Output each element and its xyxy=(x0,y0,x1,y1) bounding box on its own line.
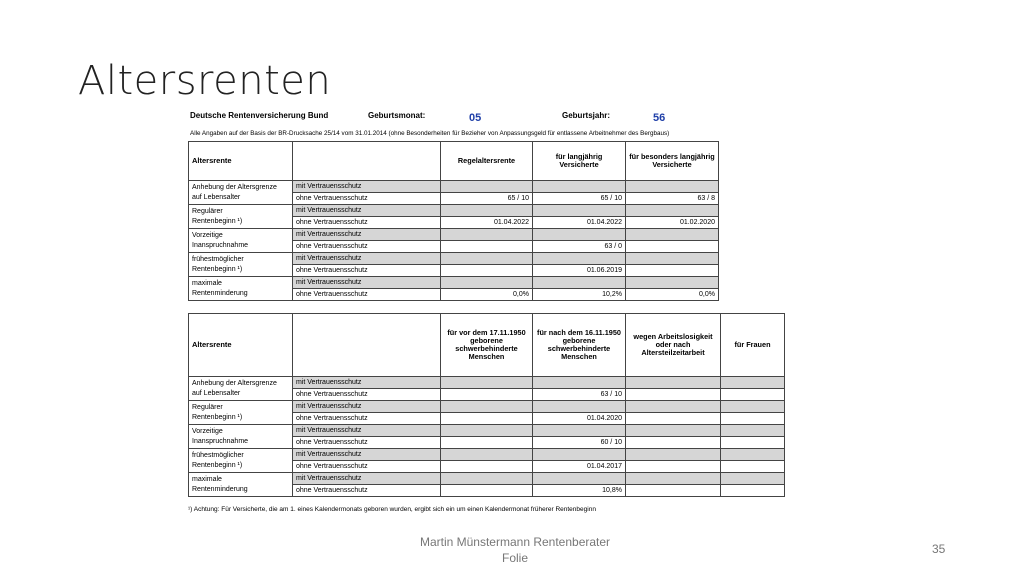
value-cell: 63 / 10 xyxy=(533,389,626,401)
value-cell xyxy=(441,461,533,473)
value-cell: 63 / 0 xyxy=(533,241,626,253)
category-line: maximale xyxy=(192,279,222,287)
category-line: Regulärer xyxy=(192,403,223,411)
row-category xyxy=(189,449,293,473)
header-row xyxy=(189,142,719,181)
value-cell xyxy=(626,205,719,217)
table-row xyxy=(189,473,785,485)
category-line: frühestmöglicher xyxy=(192,451,244,459)
value-cell xyxy=(533,181,626,193)
value-cell xyxy=(721,425,785,437)
category-line: Vorzeitige xyxy=(192,231,223,239)
value-cell xyxy=(441,449,533,461)
birth-month-value: 05 xyxy=(469,112,482,124)
category-line: Rentenbeginn ¹) xyxy=(192,461,243,469)
category-line: Inanspruchnahme xyxy=(192,437,249,445)
footnote: ¹) Achtung: Für Versicherte, die am 1. eines Kalendermonats geboren wurden, ergibt sich ein um einen Kalendermonat früherer Rentenbeginn xyxy=(188,506,596,513)
value-cell xyxy=(721,377,785,389)
value-cell xyxy=(721,437,785,449)
value-cell xyxy=(441,377,533,389)
category-line: Inanspruchnahme xyxy=(192,241,249,249)
value-cell: 01.04.2022 xyxy=(533,217,626,229)
sub-label-mit: mit Vertrauensschutz xyxy=(293,181,441,193)
column-header: für vor dem 17.11.1950 geborene schwerbehinderte Menschen xyxy=(441,314,533,377)
category-line: Rentenbeginn ¹) xyxy=(192,413,243,421)
slide-title: Altersrenten xyxy=(78,58,332,104)
value-cell xyxy=(441,485,533,497)
row-category xyxy=(189,401,293,425)
sub-label-mit: mit Vertrauensschutz xyxy=(293,253,441,265)
category-line: auf Lebensalter xyxy=(192,193,241,201)
sub-label-ohne: ohne Vertrauensschutz xyxy=(293,217,441,229)
sub-label-mit: mit Vertrauensschutz xyxy=(293,205,441,217)
value-cell xyxy=(441,241,533,253)
value-cell xyxy=(441,253,533,265)
value-cell xyxy=(626,377,721,389)
value-cell xyxy=(533,205,626,217)
category-line: Rentenbeginn ¹) xyxy=(192,217,243,225)
value-cell xyxy=(626,461,721,473)
value-cell xyxy=(626,413,721,425)
value-cell xyxy=(441,229,533,241)
value-cell xyxy=(626,437,721,449)
value-cell: 01.06.2019 xyxy=(533,265,626,277)
value-cell: 01.04.2017 xyxy=(533,461,626,473)
value-cell xyxy=(721,485,785,497)
value-cell: 65 / 10 xyxy=(533,193,626,205)
sub-label-ohne: ohne Vertrauensschutz xyxy=(293,389,441,401)
sub-label-ohne: ohne Vertrauensschutz xyxy=(293,193,441,205)
value-cell xyxy=(626,473,721,485)
sub-label-mit: mit Vertrauensschutz xyxy=(293,425,441,437)
value-cell xyxy=(721,473,785,485)
page-number: 35 xyxy=(932,542,946,556)
value-cell xyxy=(533,229,626,241)
blank-header xyxy=(293,314,441,377)
row-category xyxy=(189,473,293,497)
sub-label-ohne: ohne Vertrauensschutz xyxy=(293,485,441,497)
sub-label-mit: mit Vertrauensschutz xyxy=(293,449,441,461)
category-line: Vorzeitige xyxy=(192,427,223,435)
sub-label-mit: mit Vertrauensschutz xyxy=(293,277,441,289)
value-cell xyxy=(533,449,626,461)
value-cell: 01.04.2020 xyxy=(533,413,626,425)
sub-label-ohne: ohne Vertrauensschutz xyxy=(293,413,441,425)
sub-label-ohne: ohne Vertrauensschutz xyxy=(293,265,441,277)
value-cell xyxy=(533,277,626,289)
value-cell xyxy=(533,425,626,437)
sub-label-mit: mit Vertrauensschutz xyxy=(293,377,441,389)
row-category xyxy=(189,229,293,253)
value-cell xyxy=(533,253,626,265)
column-header: Regelaltersrente xyxy=(441,142,533,181)
value-cell xyxy=(626,241,719,253)
category-line: Regulärer xyxy=(192,207,223,215)
sub-label-mit: mit Vertrauensschutz xyxy=(293,229,441,241)
value-cell xyxy=(626,229,719,241)
value-cell: 63 / 8 xyxy=(626,193,719,205)
value-cell: 10,8% xyxy=(533,485,626,497)
value-cell xyxy=(441,277,533,289)
slide-footer xyxy=(400,534,630,566)
value-cell xyxy=(721,389,785,401)
value-cell xyxy=(626,449,721,461)
value-cell xyxy=(441,425,533,437)
table-row xyxy=(189,229,719,241)
value-cell xyxy=(533,377,626,389)
category-line: frühestmöglicher xyxy=(192,255,244,263)
value-cell: 0,0% xyxy=(626,289,719,301)
birth-month-label: Geburtsmonat: xyxy=(368,111,426,120)
pension-table-2 xyxy=(188,313,785,497)
value-cell xyxy=(441,389,533,401)
column-header: für langjährig Versicherte xyxy=(533,142,626,181)
corner-header: Altersrente xyxy=(189,142,293,181)
row-category xyxy=(189,377,293,401)
row-category xyxy=(189,277,293,301)
value-cell: 01.02.2020 xyxy=(626,217,719,229)
table-row xyxy=(189,425,785,437)
row-category xyxy=(189,253,293,277)
sub-label-ohne: ohne Vertrauensschutz xyxy=(293,289,441,301)
row-category xyxy=(189,181,293,205)
value-cell xyxy=(626,253,719,265)
value-cell xyxy=(626,265,719,277)
value-cell xyxy=(441,473,533,485)
basis-note: Alle Angaben auf der Basis der BR-Drucksache 25/14 vom 31.01.2014 (ohne Besonderheiten für Bezieher von Anpassungsgeld für entlassene Arbeitnehmer des Bergbaus) xyxy=(190,130,670,137)
category-line: Anhebung der Altersgrenze xyxy=(192,183,277,191)
value-cell xyxy=(721,449,785,461)
value-cell xyxy=(441,413,533,425)
table-row xyxy=(189,205,719,217)
category-line: auf Lebensalter xyxy=(192,389,241,397)
row-category xyxy=(189,425,293,449)
value-cell xyxy=(626,401,721,413)
value-cell xyxy=(626,425,721,437)
sub-label-mit: mit Vertrauensschutz xyxy=(293,473,441,485)
value-cell xyxy=(626,181,719,193)
footer-author: Martin Münstermann Rentenberater xyxy=(419,535,611,549)
category-line: Rentenminderung xyxy=(192,289,248,297)
table-row xyxy=(189,253,719,265)
category-line: Rentenminderung xyxy=(192,485,248,493)
birth-year-label: Geburtsjahr: xyxy=(562,111,611,120)
value-cell xyxy=(721,401,785,413)
value-cell xyxy=(626,389,721,401)
table-row xyxy=(189,277,719,289)
birth-year-value: 56 xyxy=(653,112,666,124)
value-cell xyxy=(441,181,533,193)
value-cell xyxy=(721,413,785,425)
value-cell xyxy=(626,485,721,497)
category-line: Rentenbeginn ¹) xyxy=(192,265,243,273)
value-cell xyxy=(533,473,626,485)
footer-folie: Folie xyxy=(501,551,528,565)
category-line: maximale xyxy=(192,475,222,483)
value-cell: 01.04.2022 xyxy=(441,217,533,229)
table-row xyxy=(189,449,785,461)
category-line: Anhebung der Altersgrenze xyxy=(192,379,277,387)
value-cell xyxy=(441,401,533,413)
pension-sheet xyxy=(186,108,786,518)
value-cell: 60 / 10 xyxy=(533,437,626,449)
org-name: Deutsche Rentenversicherung Bund xyxy=(190,111,329,120)
sub-label-ohne: ohne Vertrauensschutz xyxy=(293,461,441,473)
pension-table-1 xyxy=(188,141,719,301)
table-row xyxy=(189,377,785,389)
value-cell: 65 / 10 xyxy=(441,193,533,205)
value-cell xyxy=(721,461,785,473)
blank-header xyxy=(293,142,441,181)
header-row xyxy=(189,314,785,377)
column-header: für besonders langjährig Versicherte xyxy=(626,142,719,181)
value-cell: 0,0% xyxy=(441,289,533,301)
column-header: wegen Arbeitslosigkeit oder nach Altersteilzeitarbeit xyxy=(626,314,721,377)
value-cell xyxy=(441,437,533,449)
value-cell xyxy=(441,205,533,217)
value-cell xyxy=(626,277,719,289)
value-cell: 10,2% xyxy=(533,289,626,301)
table-row xyxy=(189,181,719,193)
row-category xyxy=(189,205,293,229)
value-cell xyxy=(533,401,626,413)
column-header: für nach dem 16.11.1950 geborene schwerbehinderte Menschen xyxy=(533,314,626,377)
column-header: für Frauen xyxy=(721,314,785,377)
sub-label-ohne: ohne Vertrauensschutz xyxy=(293,437,441,449)
corner-header: Altersrente xyxy=(189,314,293,377)
table-row xyxy=(189,401,785,413)
value-cell xyxy=(441,265,533,277)
sub-label-mit: mit Vertrauensschutz xyxy=(293,401,441,413)
sub-label-ohne: ohne Vertrauensschutz xyxy=(293,241,441,253)
